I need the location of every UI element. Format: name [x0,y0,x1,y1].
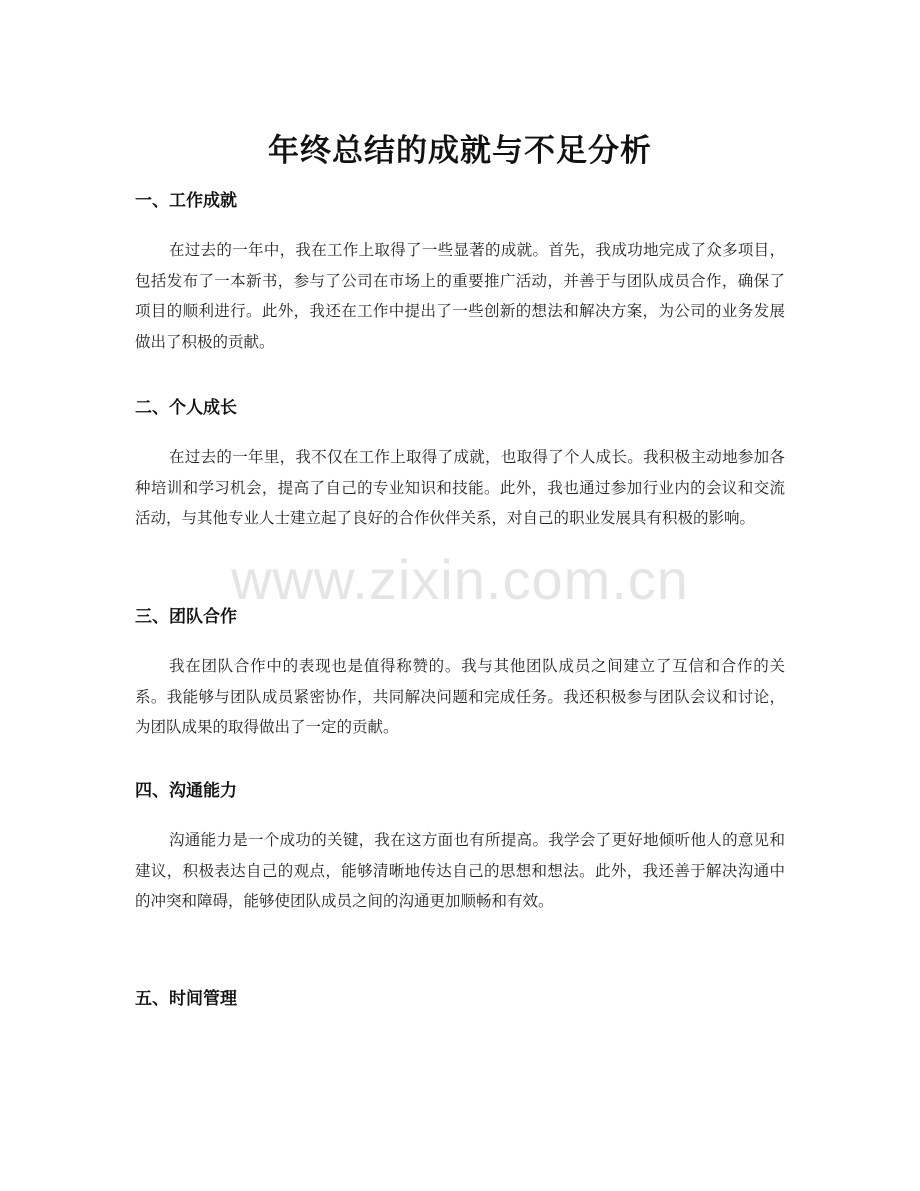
section-paragraph: 我在团队合作中的表现也是值得称赞的。我与其他团队成员之间建立了互信和合作的关系。我能够与团队成员紧密协作，共同解决问题和完成任务。我还积极参与团队会议和讨论，为团队成果的取得做出了一定的贡献。 [135,657,785,736]
section-heading: 四、沟通能力 [135,781,237,801]
section-work-achievements [135,189,785,357]
section-communication [135,779,785,917]
section-heading: 五、时间管理 [135,989,237,1009]
section-teamwork [135,605,785,743]
section-paragraph: 在过去的一年中，我在工作上取得了一些显著的成就。首先，我成功地完成了众多项目，包括发布了一本新书，参与了公司在市场上的重要推广活动，并善于与团队成员合作，确保了项目的顺利进行。此外，我还在工作中提出了一些创新的想法和解决方案，为公司的业务发展做出了积极的贡献。 [135,241,785,351]
document-title: 年终总结的成就与不足分析 [268,132,652,169]
section-heading: 二、个人成长 [135,398,237,418]
section-time-management [135,987,785,1011]
section-paragraph: 沟通能力是一个成功的关键，我在这方面也有所提高。我学会了更好地倾听他人的意见和建议，积极表达自己的观点，能够清晰地传达自己的思想和想法。此外，我还善于解决沟通中的冲突和障碍，能够使团队成员之间的沟通更加顺畅和有效。 [135,831,785,910]
section-paragraph: 在过去的一年里，我不仅在工作上取得了成就，也取得了个人成长。我积极主动地参加各种培训和学习机会，提高了自己的专业知识和技能。此外，我也通过参加行业内的会议和交流活动，与其他专业人士建立起了良好的合作伙伴关系，对自己的职业发展具有积极的影响。 [135,448,785,527]
watermark: www.zixin.com.cn [231,548,689,611]
section-personal-growth [135,396,785,534]
section-heading: 三、团队合作 [135,607,237,627]
section-heading: 一、工作成就 [135,191,237,211]
